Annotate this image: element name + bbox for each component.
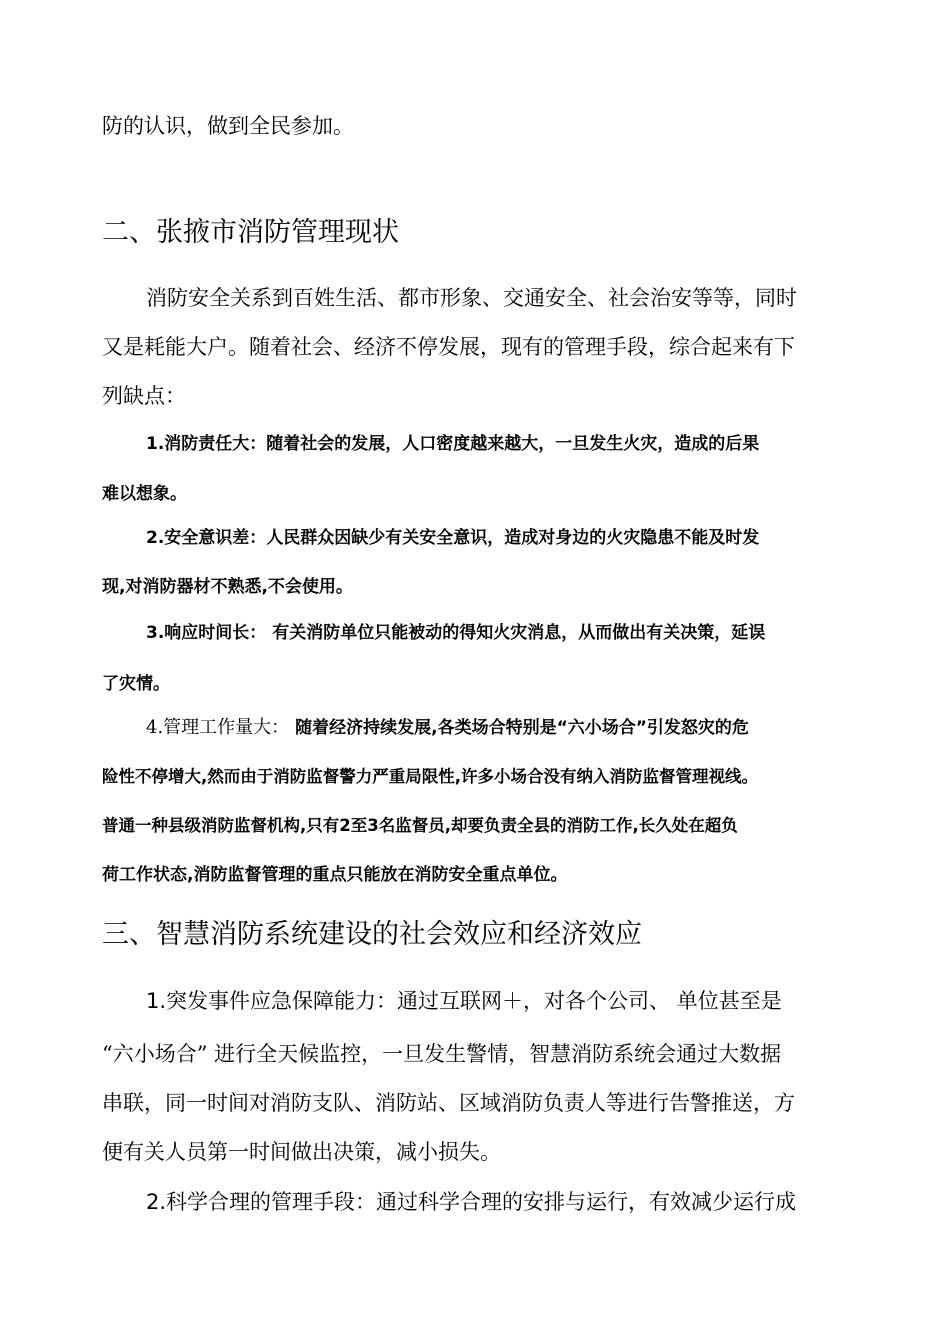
benefit-item-1-label: 1.突发事件应急保障能力 [146,989,377,1013]
shortcoming-item-4-cont: 普通一种县级消防监督机构,只有2至3名监督员,却要负责全县的消防工作,长久处在超负 [102,816,738,835]
benefit-item-1-cont: 串联，同一时间对消防支队、消防站、区域消防负责人等进行告警推送，方 [102,1091,795,1115]
section-heading-2: 二、张掖市消防管理现状 [102,217,399,248]
shortcoming-item-3: 3.响应时间长： 有关消防单位只能被动的得知火灾消息，从而做出有关决策，延误 [146,623,766,643]
benefit-item-1-cont: “六小场合” 进行全天候监控，一旦发生警情，智慧消防系统会通过大数据 [102,1042,782,1066]
benefit-item-2-text: ：通过科学合理的安排与运行，有效减少运行成 [355,1190,797,1214]
shortcoming-item-1-cont: 难以想象。 [102,484,187,504]
benefit-item-2 [146,1188,796,1216]
shortcoming-item-4-cont: 险性不停增大,然而由于消防监督警力严重局限性,许多小场合没有纳入消防监督管理视线。 [102,767,759,786]
section2-intro-line: 又是耗能大户。随着社会、经济不停发展，现有的管理手段，综合起来有下 [102,335,795,359]
paragraph-continuation: 防的认识，做到全民参加。 [102,114,354,138]
shortcoming-item-2: 2.安全意识差：人民群众因缺少有关安全意识，造成对身边的火灾隐患不能及时发 [146,528,760,548]
shortcoming-item-4-cont: 荷工作状态,消防监督管理的重点只能放在消防安全重点单位。 [102,865,568,885]
item-4-label: 4.管理工作量大： [146,717,290,738]
benefit-item-2-label: 2.科学合理的管理手段 [146,1190,356,1214]
section2-intro-line: 列缺点： [102,384,186,408]
shortcoming-item-2-cont: 现,对消防器材不熟悉,不会使用。 [102,577,353,597]
benefit-item-1 [146,987,782,1015]
benefit-item-1-cont: 便有关人员第一时间做出决策，减小损失。 [102,1140,501,1164]
section-heading-3: 三、智慧消防系统建设的社会效应和经济效应 [102,919,642,950]
item-4-text: 随着经济持续发展,各类场合特别是“六小场合”引发怒灾的危 [295,718,749,738]
benefit-item-1-text: ：通过互联网＋，对各个公司、 单位甚至是 [376,989,782,1013]
section2-intro-line: 消防安全关系到百姓生活、都市形象、交通安全、社会治安等等，同时 [146,286,797,310]
shortcoming-item-1: 1.消防责任大：随着社会的发展，人口密度越来越大，一旦发生火灾，造成的后果 [146,434,760,454]
shortcoming-item-4 [146,716,749,740]
shortcoming-item-3-cont: 了灾情。 [102,674,170,694]
